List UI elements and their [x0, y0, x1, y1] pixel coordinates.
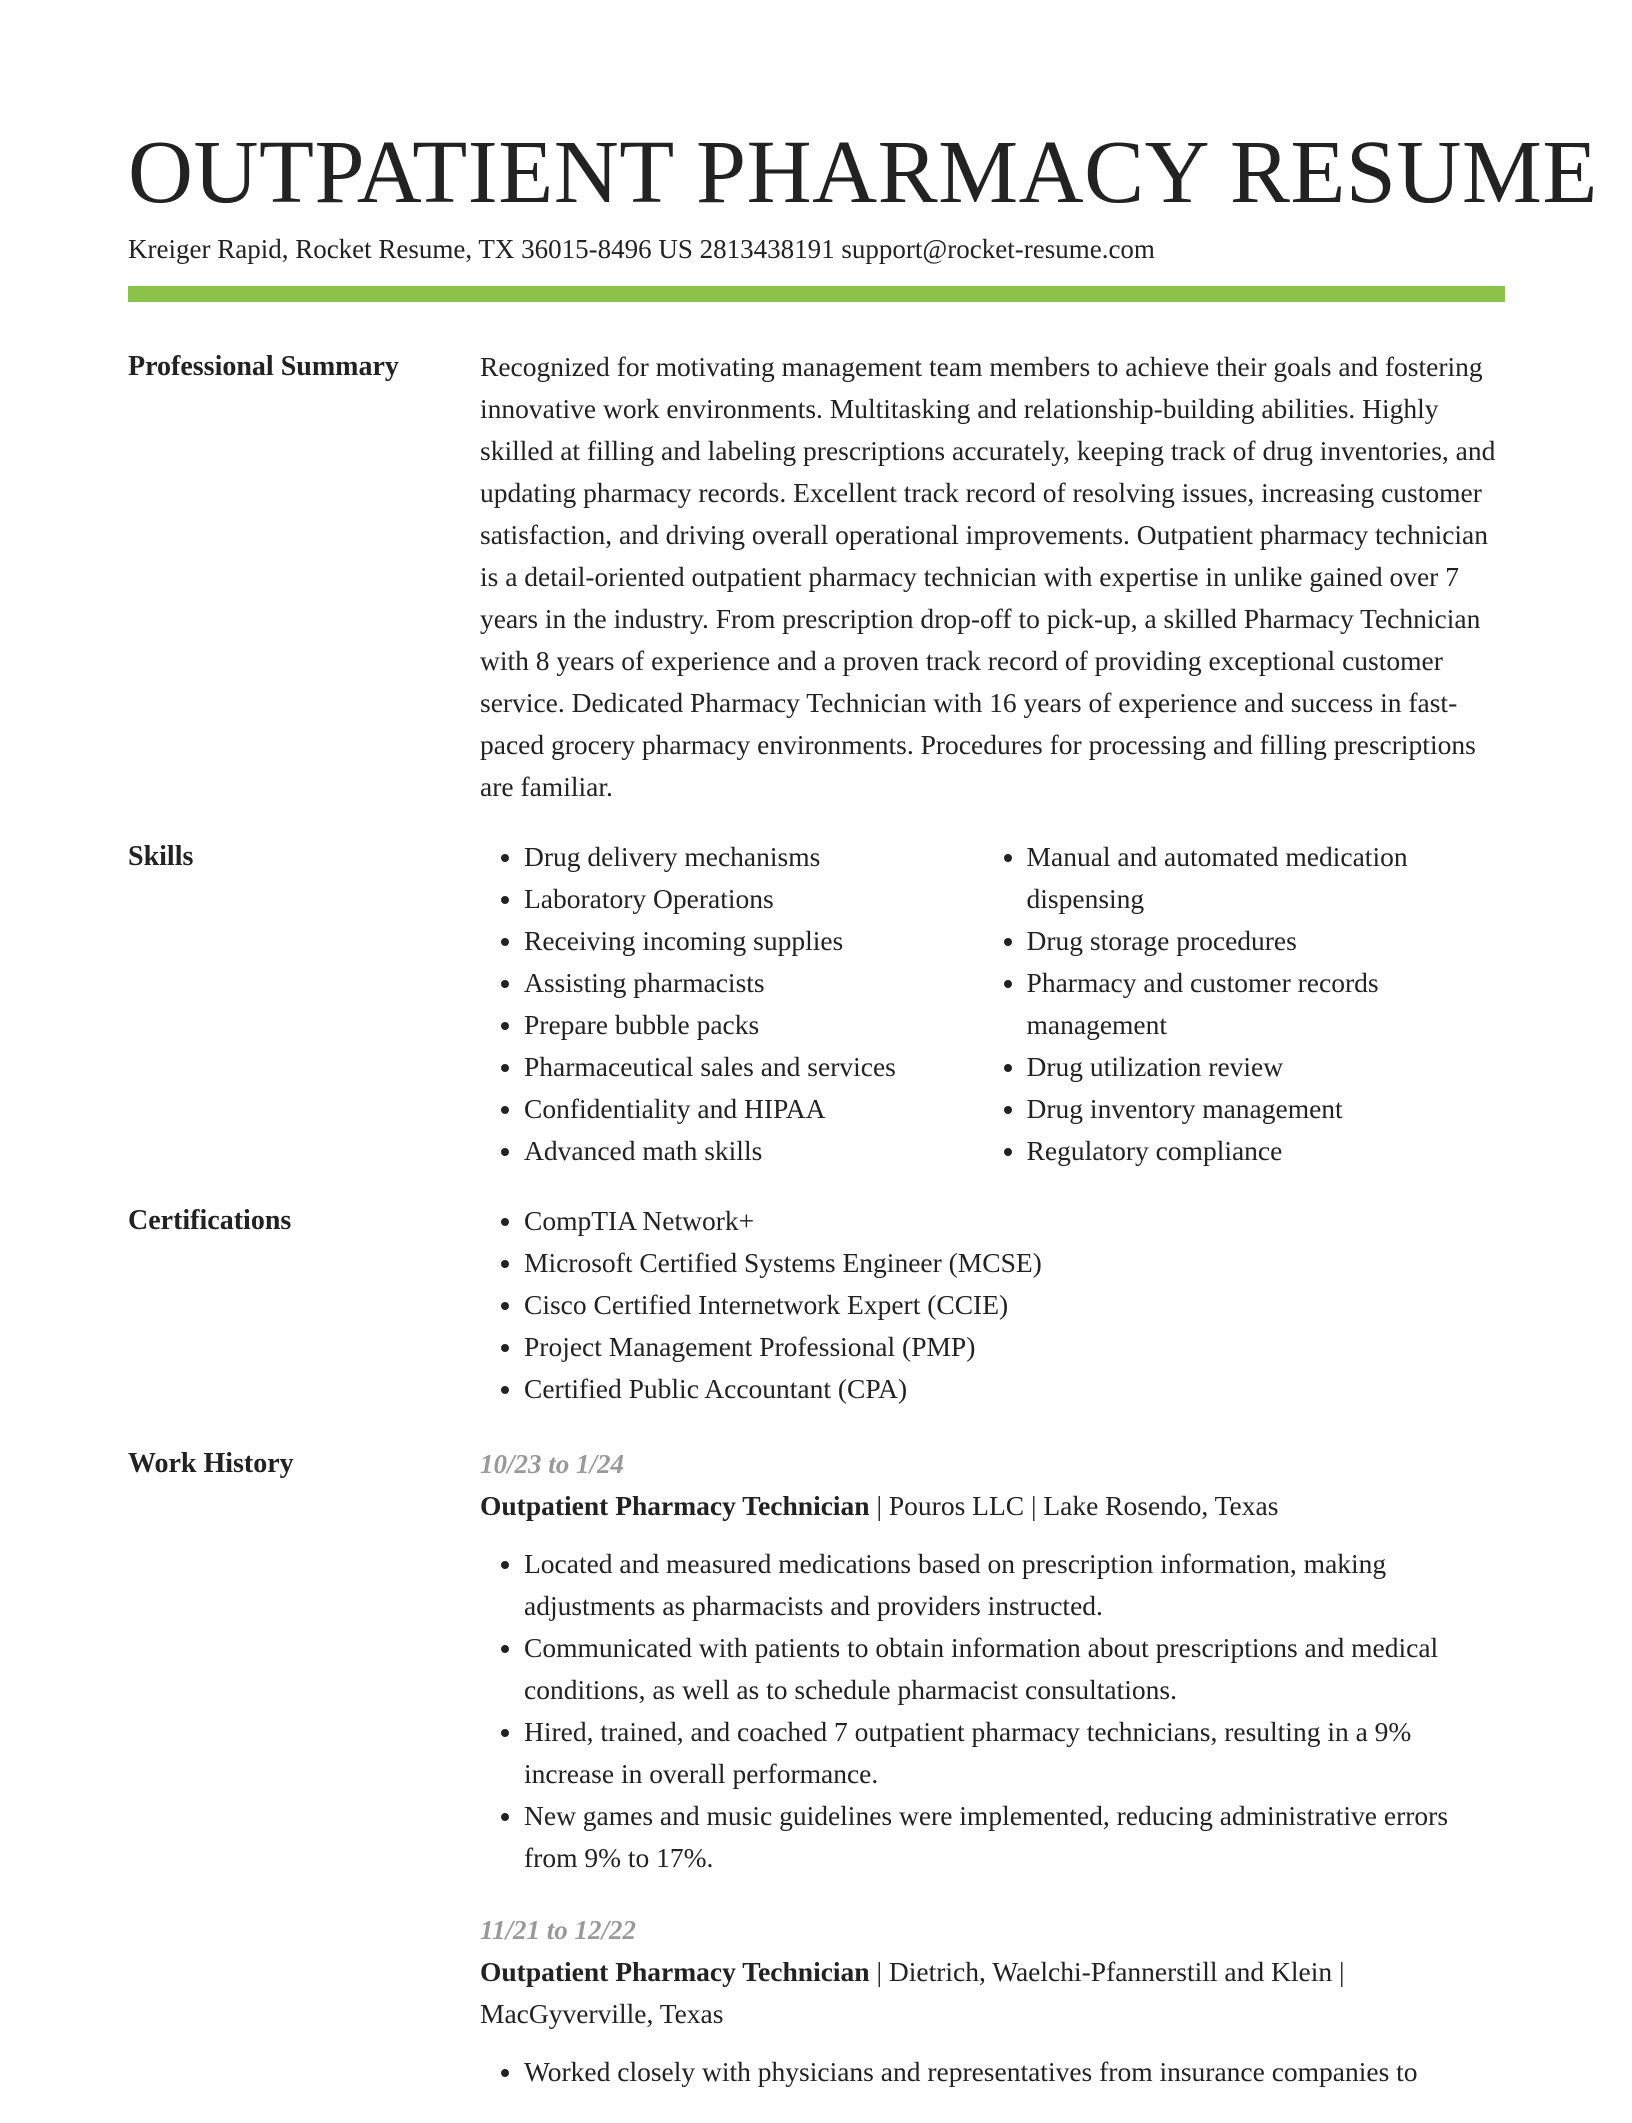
summary-text: Recognized for motivating management team members to achieve their goals and fostering innovative work environments. Multitasking and relationship-building abilities. Highly skilled at filling and labeling prescriptions accurately, keeping track of drug inventories, and updating pharmacy records. Excellent track record of resolving issues, increasing customer satisfaction, and driving overall operational improvements. Outpatient pharmacy technician is a detail-oriented outpatient pharmacy technician with expertise in unlike gained over 7 years in the industry. From prescription drop-off to pick-up, a skilled Pharmacy Technician with 8 years of experience and a proven track record of providing exceptional customer service. Dedicated Pharmacy Technician with 16 years of experience and success in fast-paced grocery pharmacy environments. Procedures for processing and filling prescriptions are familiar. — [480, 351, 1496, 802]
resume-title: OUTPATIENT PHARMACY RESUME — [128, 123, 1598, 222]
job-bullet: • Located and measured medications based on prescription information, making adjustments as pharmacists and providers instructed. — [524, 1543, 1505, 1627]
skills-list-left — [480, 836, 983, 1172]
job-role-line — [480, 1951, 1505, 2035]
skill-item: • Pharmacy and customer records management — [1027, 962, 1505, 1046]
certifications-list — [480, 1200, 1505, 1410]
skill-item: • Regulatory compliance — [1027, 1130, 1505, 1172]
certification-item: • Project Management Professional (PMP) — [524, 1326, 1505, 1368]
skill-item: • Assisting pharmacists — [524, 962, 983, 1004]
skill-item: • Receiving incoming supplies — [524, 920, 983, 962]
job-title: Outpatient Pharmacy Technician — [480, 1490, 870, 1521]
job-role-line — [480, 1485, 1505, 1527]
skill-item: • Manual and automated medication dispensing — [1027, 836, 1505, 920]
skills-body — [480, 836, 1505, 1172]
job-details: | Dietrich, Waelchi-Pfannerstill and Klein | MacGyverville, Texas — [480, 1956, 1345, 2029]
skills-list-right — [983, 836, 1505, 1172]
skill-item: • Laboratory Operations — [524, 878, 983, 920]
job-bullets — [480, 2051, 1505, 2093]
job-bullet: • New games and music guidelines were implemented, reducing administrative errors from 9% to 17%. — [524, 1795, 1505, 1879]
job-entry — [480, 1443, 1505, 1879]
section-label-summary: Professional Summary — [128, 351, 399, 382]
job-bullet: • Hired, trained, and coached 7 outpatient pharmacy technicians, resulting in a 9% increase in overall performance. — [524, 1711, 1505, 1795]
work-history-body — [480, 1443, 1505, 2123]
certification-item: • Microsoft Certified Systems Engineer (MCSE) — [524, 1242, 1505, 1284]
section-label-work-history: Work History — [128, 1448, 294, 1479]
skill-item: • Pharmaceutical sales and services — [524, 1046, 983, 1088]
skill-item: • Prepare bubble packs — [524, 1004, 983, 1046]
certification-item: • CompTIA Network+ — [524, 1200, 1505, 1242]
job-bullets — [480, 1543, 1505, 1879]
skill-item: • Advanced math skills — [524, 1130, 983, 1172]
job-title: Outpatient Pharmacy Technician — [480, 1956, 870, 1987]
contact-line: Kreiger Rapid, Rocket Resume, TX 36015-8496 US 2813438191 support@rocket-resume.com — [128, 234, 1155, 264]
certifications-body — [480, 1200, 1505, 1410]
skill-item: • Drug delivery mechanisms — [524, 836, 983, 878]
accent-divider — [128, 286, 1505, 302]
job-bullet: • Worked closely with physicians and representatives from insurance companies to — [524, 2051, 1505, 2093]
job-entry — [480, 1909, 1505, 2093]
certification-item: • Cisco Certified Internetwork Expert (CCIE) — [524, 1284, 1505, 1326]
skill-item: • Confidentiality and HIPAA — [524, 1088, 983, 1130]
skill-item: • Drug utilization review — [1027, 1046, 1505, 1088]
job-bullet: • Communicated with patients to obtain information about prescriptions and medical conditions, as well as to schedule pharmacist consultations. — [524, 1627, 1505, 1711]
certification-item: • Certified Public Accountant (CPA) — [524, 1368, 1505, 1410]
job-dates: 10/23 to 1/24 — [480, 1449, 625, 1479]
section-label-certifications: Certifications — [128, 1205, 292, 1236]
summary-body — [480, 346, 1505, 808]
job-details: | Pouros LLC | Lake Rosendo, Texas — [869, 1490, 1279, 1521]
section-label-skills: Skills — [128, 841, 194, 872]
skill-item: • Drug inventory management — [1027, 1088, 1505, 1130]
skill-item: • Drug storage procedures — [1027, 920, 1505, 962]
job-dates: 11/21 to 12/22 — [480, 1915, 637, 1945]
